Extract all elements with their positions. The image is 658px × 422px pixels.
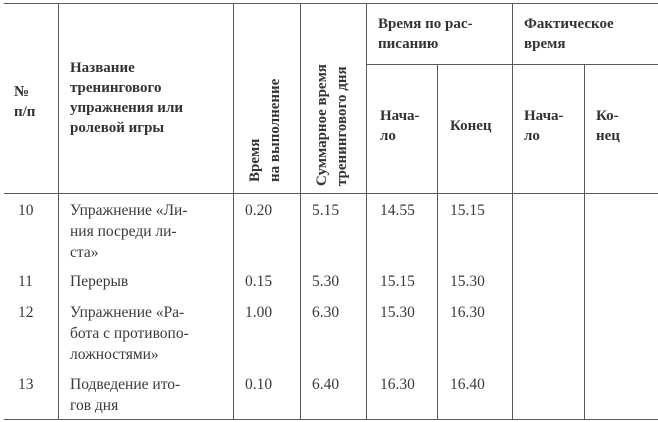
row-13-total-time: 6.40 <box>312 376 340 393</box>
row-10-sched-start: 14.55 <box>380 202 415 219</box>
header-sched-start-line-1: Нача- <box>380 108 420 124</box>
header-total-time <box>312 64 352 186</box>
header-number <box>14 82 54 122</box>
row-12-name-line-1: Упражнение «Ра- <box>70 304 185 321</box>
header-scheduled-end <box>450 116 512 136</box>
header-actual-line-1: Фактическое <box>524 16 614 32</box>
header-act-end-line-2: нец <box>596 128 620 144</box>
header-actual-start <box>524 106 582 146</box>
row-12-sched-end: 16.30 <box>450 304 485 321</box>
row-13-name-line-1: Подведение ито- <box>70 376 181 393</box>
row-12-name-line-2: бота с противопо- <box>70 325 189 342</box>
col-rule-5 <box>437 65 438 420</box>
header-name-line-3: упражнения или <box>70 100 184 116</box>
col-rule-4 <box>366 3 367 420</box>
col-rule-6 <box>512 3 513 420</box>
row-13-sched-start: 16.30 <box>380 376 415 393</box>
header-actual-line-2: время <box>524 36 566 52</box>
row-10-name <box>70 200 232 263</box>
row-12-number: 12 <box>18 304 34 321</box>
header-total-time-line-1: Суммарное время <box>314 64 330 186</box>
row-13-exec-time: 0.10 <box>245 376 273 393</box>
header-number-line-1: № <box>14 84 30 100</box>
header-scheduled-line-2: писанию <box>378 36 439 52</box>
row-12-sched-start: 15.30 <box>380 304 415 321</box>
row-13-sched-end: 16.40 <box>450 376 485 393</box>
header-name-line-2: тренингового <box>70 80 162 96</box>
header-scheduled-time <box>378 14 510 54</box>
row-11-sched-end: 15.30 <box>450 273 485 290</box>
col-rule-3 <box>300 3 301 420</box>
col-rule-2 <box>233 3 234 420</box>
row-13-name-line-2: гов дня <box>70 397 119 414</box>
header-act-start-line-2: ло <box>524 128 540 144</box>
header-sched-start-line-2: ло <box>380 128 396 144</box>
row-10-exec-time: 0.20 <box>245 202 273 219</box>
header-act-end-line-1: Ко- <box>596 108 619 124</box>
row-12-name <box>70 302 232 365</box>
header-name-line-4: ролевой игры <box>70 120 165 136</box>
col-rule-7 <box>584 65 585 420</box>
header-scheduled-start <box>380 106 436 146</box>
header-total-time-line-2: тренингового дня <box>334 66 350 186</box>
row-12-exec-time: 1.00 <box>245 304 273 321</box>
table-bottom-rule <box>4 419 658 420</box>
header-sched-end-line-1: Конец <box>450 118 492 134</box>
row-12-name-line-3: ложностями» <box>70 346 159 363</box>
header-number-line-2: п/п <box>14 104 36 120</box>
row-10-number: 10 <box>18 202 34 219</box>
header-exec-time <box>245 79 285 182</box>
row-11-total-time: 5.30 <box>312 273 340 290</box>
header-scheduled-line-1: Время по рас- <box>378 16 473 32</box>
row-10-sched-end: 15.15 <box>450 202 485 219</box>
header-act-start-line-1: Нача- <box>524 108 564 124</box>
header-bottom-rule <box>4 193 658 194</box>
row-11-exec-time: 0.15 <box>245 273 273 290</box>
row-10-name-line-2: ния посреди ли- <box>70 223 177 240</box>
row-11-name-line-1: Перерыв <box>70 273 129 290</box>
row-12-total-time: 6.30 <box>312 304 340 321</box>
row-13-number: 13 <box>18 376 34 393</box>
row-13-name <box>70 374 232 416</box>
row-11-sched-start: 15.15 <box>380 273 415 290</box>
row-10-name-line-1: Упражнение «Ли- <box>70 202 188 219</box>
table-top-rule <box>4 3 658 4</box>
col-rule-1 <box>58 3 59 420</box>
header-actual-time <box>524 14 656 54</box>
header-name-line-1: Название <box>70 60 135 76</box>
header-exercise-name <box>70 58 230 138</box>
header-actual-end <box>596 106 656 146</box>
header-exec-time-line-2: на выполнение <box>267 78 283 182</box>
row-11-number: 11 <box>18 273 33 290</box>
row-10-name-line-3: ста» <box>70 244 99 261</box>
header-exec-time-line-1: Время <box>247 138 263 182</box>
row-10-total-time: 5.15 <box>312 202 340 219</box>
row-11-name <box>70 271 232 292</box>
